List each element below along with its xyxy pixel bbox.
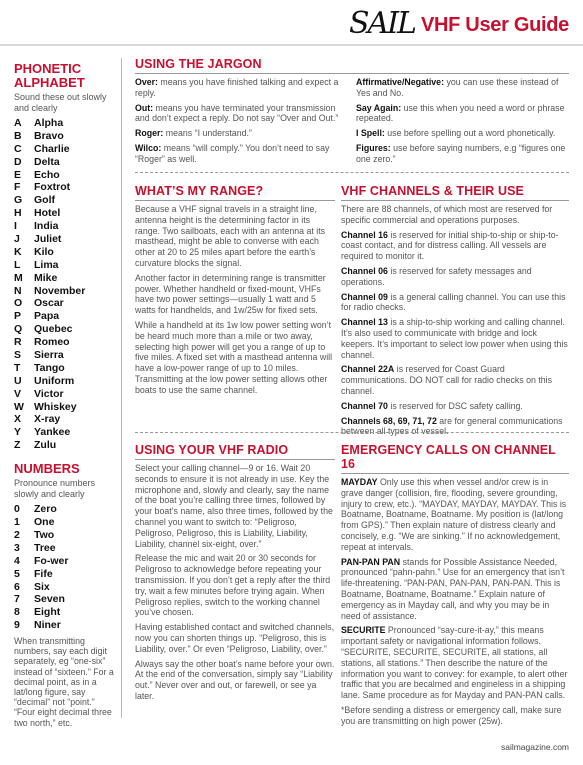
range-rule [135, 200, 335, 201]
channel-text: is a general calling channel. You can use this for radio checks. [341, 291, 566, 313]
radio-title: USING YOUR VHF RADIO [135, 443, 289, 457]
phonetic-word: Mike [34, 271, 58, 284]
phonetic-row [14, 413, 116, 426]
numbers-row [14, 555, 116, 568]
jargon-term: Affirmative/Negative: [356, 77, 444, 87]
numbers-row [14, 503, 116, 516]
phonetic-word: Oscar [34, 297, 64, 310]
range-paragraph: While a handheld at its 1w low power setting won’t be heard much more than a mile or two away, selecting high power will get you a range of up to five miles. A fixed set with a masthead antenna will have a low-power range of up to 10 miles. Transmitting at the low power setting allows other boats to use the same channel. [135, 319, 333, 395]
numbers-word: Eight [34, 606, 61, 619]
emergency-term: SECURITE [341, 625, 386, 636]
phonetic-key: W [14, 400, 24, 413]
phonetic-key: C [14, 142, 22, 155]
phonetic-row [14, 143, 116, 156]
phonetic-key: U [14, 374, 22, 387]
phonetic-key: Y [14, 426, 22, 439]
range-section [135, 184, 335, 400]
phonetic-word: Whiskey [34, 400, 77, 413]
phonetic-key: X [14, 413, 22, 426]
emergency-section [341, 443, 569, 731]
phonetic-word: Zulu [34, 439, 57, 452]
range-paragraph: Another factor in determining range is transmitter power. Whether handheld or fixed-mount, VHFs have two power settings—usually 1 watt and 5 watts for handhelds, and 1w/25w for fixed sets. [135, 272, 326, 316]
channel-term: Channels 68, 69, 71, 72 [341, 415, 437, 426]
numbers-word: One [34, 516, 55, 529]
phonetic-key: E [14, 168, 22, 181]
phonetic-title-line2: ALPHABET [14, 75, 85, 90]
emergency-item [341, 625, 569, 701]
phonetic-row [14, 259, 116, 272]
phonetic-word: X-ray [34, 413, 61, 426]
range-body [135, 204, 335, 396]
channel-text: is reserved for initial ship-to-ship or ship-to-coast contact, and for distress calling. All vessels are required to monitor it. [341, 229, 559, 262]
channel-text: is reserved for Coast Guard communications. DO NOT call for radio checks on this channel. [341, 364, 553, 396]
dashed-separator [135, 432, 569, 433]
emergency-term: PAN-PAN PAN [341, 556, 401, 567]
phonetic-key: A [14, 117, 22, 129]
phonetic-word: India [34, 220, 59, 233]
numbers-word: Fo-wer [34, 554, 69, 567]
jargon-rule [135, 73, 569, 74]
radio-section [135, 443, 335, 706]
phonetic-key: R [14, 336, 22, 349]
numbers-key: 5 [14, 567, 20, 580]
phonetic-word: Foxtrot [34, 181, 71, 194]
phonetic-row [14, 233, 116, 246]
numbers-key: 4 [14, 554, 20, 567]
numbers-list [14, 503, 116, 632]
radio-rule [135, 459, 335, 460]
emergency-title: EMERGENCY CALLS ON CHANNEL 16 [341, 443, 556, 471]
jargon-left-column [135, 77, 342, 169]
channel-item [341, 401, 569, 412]
phonetic-row [14, 349, 116, 362]
phonetic-key: L [14, 258, 21, 271]
phonetic-word: Delta [34, 155, 60, 168]
phonetic-word: November [34, 284, 86, 297]
phonetic-list [14, 117, 116, 452]
numbers-row [14, 619, 116, 632]
phonetic-row [14, 169, 116, 182]
header [348, 5, 569, 42]
phonetic-key: H [14, 207, 22, 220]
channels-section [341, 184, 569, 441]
channels-title: VHF CHANNELS & THEIR USE [341, 184, 524, 198]
numbers-word: Fife [34, 567, 53, 580]
phonetic-word: Kilo [34, 245, 54, 258]
phonetic-row [14, 362, 116, 375]
channel-item [341, 292, 569, 314]
phonetic-word: Sierra [34, 349, 64, 362]
emergency-term: MAYDAY [341, 477, 378, 487]
jargon-term: I Spell: [356, 128, 385, 139]
channel-term: Channel 70 [341, 400, 388, 411]
phonetic-key: P [14, 310, 22, 323]
emergency-text: Only use this when vessel and/or crew is in grave danger (collision, fire, flooding, severe grounding, injury to crew, etc.). “MAYDAY, MAYDAY, MAYDAY. This is Boatname, Boatname, Boatname. My position is (lat/long from GPS).” Then explain nature of distress clearly and concisely, e.g. “We are sinking.” If no acknowledgement, repeat at intervals. [341, 477, 567, 552]
jargon-text: use this when you need a word or phrase repeated. [356, 102, 565, 124]
phonetic-row [14, 401, 116, 414]
sail-logo: SAIL [348, 5, 415, 41]
jargon-item [356, 77, 569, 99]
phonetic-key: O [14, 297, 23, 310]
phonetic-row [14, 130, 116, 143]
jargon-item [135, 143, 342, 165]
jargon-item [135, 103, 342, 125]
phonetic-row [14, 207, 116, 220]
phonetic-row [14, 375, 116, 388]
phonetic-key: D [14, 155, 22, 168]
numbers-row [14, 581, 116, 594]
jargon-item [356, 128, 569, 139]
header-rule [0, 44, 583, 46]
phonetic-word: Golf [34, 194, 55, 207]
phonetic-key: F [14, 181, 21, 194]
emergency-footnote: *Before sending a distress or emergency call, make sure you are transmitting on high power (25w). [341, 704, 562, 726]
jargon-term: Over: [135, 77, 158, 87]
jargon-term: Say Again: [356, 102, 402, 113]
phonetic-key: V [14, 387, 22, 400]
jargon-text: means “will comply.” You don’t need to say “Roger” as well. [135, 142, 330, 164]
numbers-row [14, 529, 116, 542]
emergency-text: stands for Possible Assistance Needed, pronounced “pahn-pahn.” Use for an emergency that isn’t life-threatening. “PAN-PAN, PAN-PAN, PAN-PAN. This is Boatname, Boatname, Boatname.” Explain nature of emergency as in Mayday call, and why you may be in need of assistance. [341, 556, 565, 621]
radio-paragraph: Always say the other boat’s name before your own. At the end of the conversation, simply say “Liability out.” Never over and out, or farewell, or see ya later. [135, 658, 335, 701]
phonetic-word: Quebec [34, 323, 73, 336]
radio-paragraph: Release the mic and wait 20 or 30 seconds for Peligroso to acknowledge before repeating your transmission. If you don’t get a reply after the third try, wait a few minutes before trying again. When Peligroso replies, switch to the working channel you’ve chosen. [135, 553, 331, 618]
jargon-term: Wilco: [135, 142, 162, 153]
phonetic-key: S [14, 349, 22, 362]
jargon-text: use before saying numbers, e.g “figures one one zero.” [356, 142, 566, 164]
phonetic-row [14, 156, 116, 169]
phonetic-word: Victor [34, 387, 64, 400]
phonetic-word: Juliet [34, 233, 62, 246]
phonetic-row [14, 194, 116, 207]
numbers-word: Zero [34, 503, 57, 516]
jargon-item [356, 103, 569, 125]
channels-body [341, 230, 569, 438]
phonetic-row [14, 388, 116, 401]
phonetic-word: Hotel [34, 207, 61, 220]
numbers-word: Two [34, 528, 55, 541]
numbers-row [14, 606, 116, 619]
jargon-text: means you have finished talking and expect a reply. [135, 77, 339, 98]
channel-term: Channel 06 [341, 265, 388, 276]
channel-text: is reserved for safety messages and operations. [341, 265, 532, 287]
phonetic-row [14, 310, 116, 323]
phonetic-key: N [14, 284, 22, 297]
channels-rule [341, 200, 569, 201]
phonetic-row [14, 285, 116, 298]
emergency-item [341, 557, 569, 622]
phonetic-key: K [14, 245, 22, 258]
channel-term: Channel 13 [341, 317, 388, 328]
jargon-text: you can use these instead of Yes and No. [356, 77, 559, 98]
footer-url: sailmagazine.com [500, 742, 569, 752]
phonetic-key: G [14, 194, 23, 207]
jargon-item [135, 77, 342, 99]
numbers-key: 7 [14, 593, 20, 606]
phonetic-word: Tango [34, 361, 65, 374]
jargon-section [135, 57, 569, 169]
phonetic-key: T [14, 361, 21, 374]
numbers-key: 6 [14, 580, 20, 593]
phonetic-word: Uniform [34, 374, 75, 387]
numbers-key: 3 [14, 541, 20, 554]
channels-intro: There are 88 channels, of which most are reserved for specific commercial and operations purposes. [341, 204, 553, 225]
numbers-key: 0 [14, 503, 20, 516]
channel-term: Channel 09 [341, 291, 388, 302]
numbers-note: When transmitting numbers, say each digit separately, eg “one-six” instead of “sixteen.” For a decimal point, as in a lat/long figure, say “decimal” not “point.” “Four eight decimal three two north,” etc. [14, 636, 114, 728]
phonetic-row [14, 323, 116, 336]
range-paragraph: Because a VHF signal travels in a straight line, antenna height is the determining factor in its range. Two sailboats, each with an antenna at its masthead, might be able to converse with each other at 20 to 25 miles apart before the earth’s curvature blocks the signal. [135, 204, 326, 268]
jargon-item [356, 143, 569, 165]
radio-paragraph: Select your calling channel—9 or 16. Wait 20 seconds to ensure it is not already in use. Key the microphone and, slowly and clearly, say the name of the boat you’re calling three times, followed by your boat’s name, also three times, followed by the channel you want to switch to: “Peligroso, Peligroso, Peligroso, this is Liability, Liability, Liability, channel six-eight, over.” [135, 463, 333, 549]
channel-text: is a ship-to-ship working and calling channel. It’s also used to communicate with bridge and lock keepers. It’s important to select low power when using this channel. [341, 317, 568, 360]
numbers-word: Tree [34, 541, 56, 554]
phonetic-word: Bravo [34, 129, 64, 142]
jargon-item [135, 128, 342, 139]
dashed-separator [135, 172, 569, 173]
phonetic-key: I [14, 220, 17, 233]
phonetic-row [14, 117, 116, 130]
channel-item [341, 266, 569, 288]
numbers-key: 2 [14, 528, 20, 541]
channel-item [341, 317, 569, 360]
numbers-word: Seven [34, 593, 65, 606]
radio-paragraph: Having established contact and switched channels, now you can shorten things up. “Peligroso, this is Liability, over.” Or even “Peligroso, Liability, over.” [135, 622, 335, 654]
jargon-text: use before spelling out a word phonetically. [384, 128, 556, 139]
phonetic-key: B [14, 129, 22, 142]
phonetic-row [14, 336, 116, 349]
phonetic-word: Papa [34, 310, 60, 323]
guide-title: VHF User Guide [420, 13, 569, 36]
channel-item [341, 230, 569, 262]
emergency-body [341, 477, 569, 701]
phonetic-row [14, 272, 116, 285]
numbers-key: 1 [14, 516, 20, 529]
phonetic-row [14, 426, 116, 439]
channel-term: Channel 22A [341, 364, 395, 375]
numbers-word: Six [34, 580, 50, 593]
phonetic-word: Charlie [34, 142, 70, 155]
jargon-right-column [356, 77, 569, 169]
jargon-text: means you have terminated your transmission and don’t expect a reply. Do not say “Over and Out.” [135, 102, 339, 124]
channel-text: are for general communications between all types of vessel. [341, 415, 563, 437]
phonetic-word: Romeo [34, 336, 70, 349]
numbers-key: 8 [14, 606, 20, 619]
radio-body [135, 463, 335, 702]
emergency-text: Pronounced “say-cure-it-ay,” this means important safety or navigational information follows. “SECURITE, SECURITE, SECURITE, all stations, all stations, all stations.” Then describe the nature of the information you want to convey: for example, to alert other traffic that you are becalmed and engineless in a shipping lane. Same procedure as for Mayday and PAN-PAN calls. [341, 625, 568, 701]
phonetic-key: J [14, 233, 20, 246]
jargon-term: Roger: [135, 128, 164, 139]
numbers-row [14, 568, 116, 581]
phonetic-word: Lima [34, 258, 59, 271]
left-column [14, 62, 116, 728]
phonetic-word: Alpha [34, 117, 64, 129]
range-title: WHAT’S MY RANGE? [135, 184, 264, 198]
numbers-row [14, 593, 116, 606]
channel-item [341, 364, 569, 396]
phonetic-row [14, 439, 116, 452]
emergency-rule [341, 473, 569, 474]
phonetic-word: Yankee [34, 426, 71, 439]
channel-text: is reserved for DSC safety calling. [387, 400, 523, 411]
numbers-key: 9 [14, 619, 20, 632]
phonetic-row [14, 246, 116, 259]
column-divider [121, 58, 122, 718]
phonetic-intro: Sound these out slowly and clearly [14, 92, 107, 113]
jargon-term: Figures: [356, 142, 391, 153]
phonetic-key: M [14, 271, 23, 284]
numbers-row [14, 542, 116, 555]
numbers-row [14, 516, 116, 529]
channel-item [341, 416, 569, 438]
channel-term: Channel 16 [341, 229, 388, 240]
phonetic-title-line1: PHONETIC [14, 61, 82, 76]
jargon-term: Out: [135, 102, 154, 113]
phonetic-row [14, 181, 116, 194]
numbers-word: Niner [34, 619, 61, 632]
phonetic-row [14, 220, 116, 233]
numbers-title: NUMBERS [14, 461, 80, 477]
phonetic-key: Q [14, 323, 23, 336]
jargon-text: means “I understand.” [163, 128, 252, 139]
phonetic-key: Z [14, 439, 21, 452]
jargon-title: USING THE JARGON [135, 57, 262, 71]
emergency-item [341, 477, 569, 553]
numbers-intro: Pronounce numbers slowly and clearly [14, 478, 96, 500]
phonetic-row [14, 297, 116, 310]
phonetic-word: Echo [34, 168, 60, 181]
